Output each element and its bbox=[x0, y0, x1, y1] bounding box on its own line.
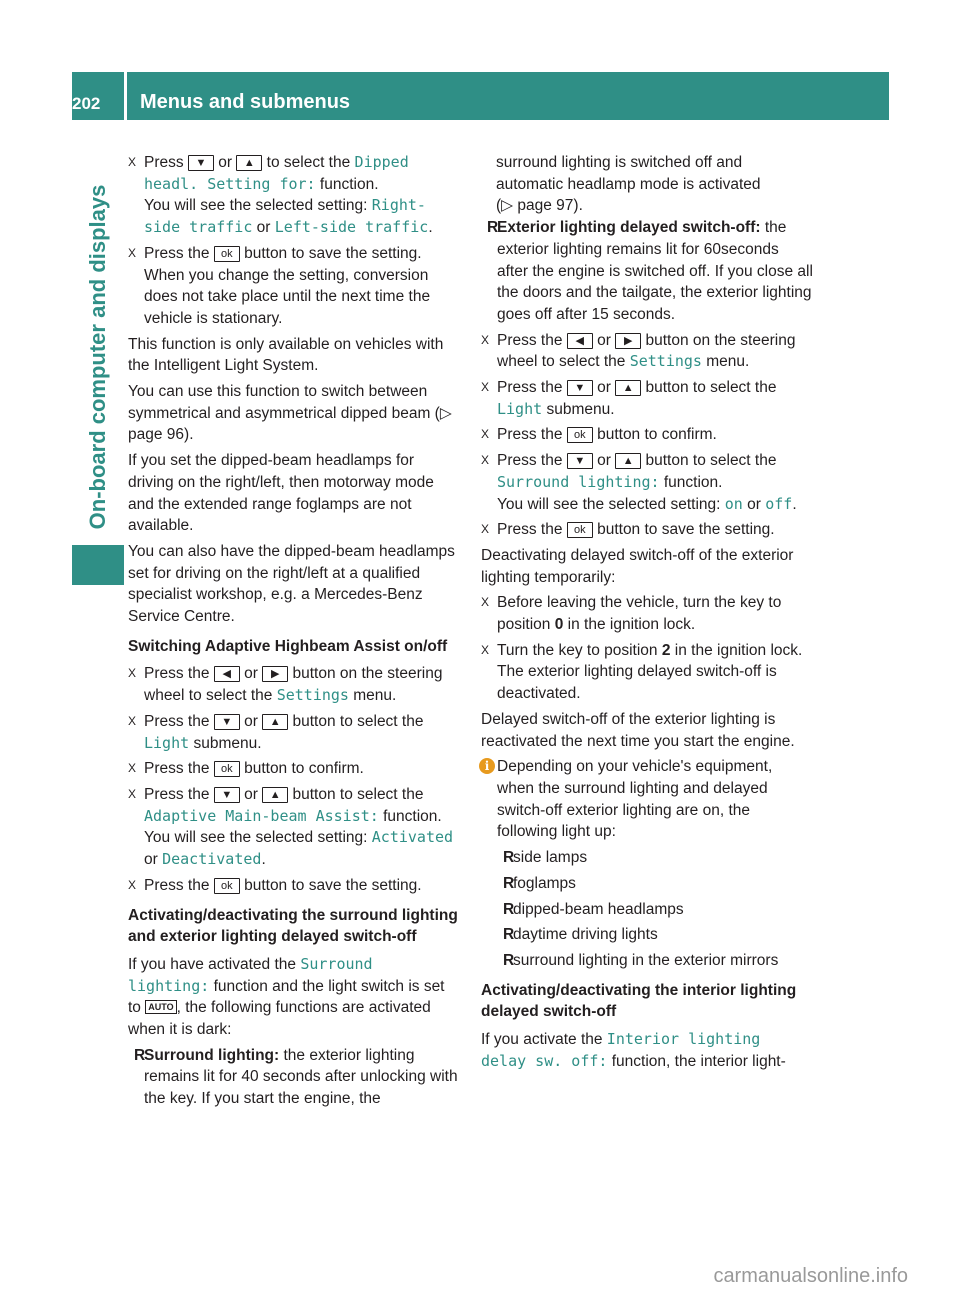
text: menu. bbox=[701, 353, 750, 371]
display-text: Light bbox=[144, 733, 190, 752]
display-text: Surround lighting: bbox=[497, 472, 660, 491]
paragraph bbox=[128, 381, 460, 446]
up-button-icon: ▲ bbox=[262, 787, 288, 803]
step-arrow-icon: X bbox=[128, 761, 137, 776]
text: or bbox=[213, 154, 237, 171]
page-ref: ▷ page 96). bbox=[128, 404, 452, 444]
step bbox=[128, 758, 460, 780]
page-ref: (▷ page 97). bbox=[496, 197, 583, 215]
paragraph bbox=[128, 954, 460, 1041]
text: You can use this function to switch between symmetrical and asymmetrical dipped beam ( bbox=[128, 383, 440, 422]
text: button to select the bbox=[641, 452, 777, 470]
paragraph: This function is only available on vehicles with the Intelligent Light System. bbox=[128, 335, 444, 375]
text: menu. bbox=[348, 687, 397, 705]
step bbox=[128, 152, 460, 239]
bullet-icon: R bbox=[503, 849, 515, 867]
bullet-icon: R bbox=[134, 1046, 146, 1064]
list-item bbox=[497, 873, 813, 895]
text: Before leaving the vehicle, turn the key to position bbox=[497, 594, 782, 634]
down-button-icon: ▼ bbox=[214, 787, 240, 803]
right-column bbox=[481, 152, 813, 1076]
text: or bbox=[742, 495, 766, 513]
text: Press the bbox=[144, 876, 214, 894]
text: The exterior lighting delayed switch-off is deactivated. bbox=[497, 663, 777, 703]
step-arrow-icon: X bbox=[128, 713, 137, 728]
page-title: Menus and submenus bbox=[140, 91, 351, 113]
left-column bbox=[128, 152, 460, 1114]
list-item bbox=[497, 950, 813, 972]
display-text: Dipped headl. Setting for: bbox=[144, 153, 409, 193]
text: Press the bbox=[497, 521, 567, 539]
text: function. bbox=[659, 473, 723, 491]
text: You will see the selected setting: bbox=[497, 495, 725, 513]
text: or bbox=[592, 331, 616, 349]
text: function, the interior light- bbox=[607, 1052, 786, 1070]
paragraph: Delayed switch-off of the exterior lighting is reactivated the next time you start the engine. bbox=[481, 710, 795, 750]
ok-button-icon: ok bbox=[214, 761, 240, 777]
ok-button-icon: ok bbox=[567, 427, 593, 443]
header-divider bbox=[124, 72, 127, 120]
text: If you have activated the bbox=[128, 955, 301, 973]
text: When you change the setting, conversion does not take place until the next time the vehicle is stationary. bbox=[144, 266, 431, 327]
display-text: Deactivated bbox=[162, 850, 262, 869]
step bbox=[481, 592, 813, 635]
list-item bbox=[497, 899, 813, 921]
text: Press the bbox=[497, 452, 567, 470]
step-arrow-icon: X bbox=[128, 666, 137, 681]
text: daytime driving lights bbox=[513, 926, 658, 944]
left-button-icon: ◀ bbox=[214, 666, 240, 682]
display-text: Surround lighting: bbox=[128, 954, 373, 995]
display-text: Settings bbox=[629, 352, 702, 371]
info-note bbox=[481, 756, 813, 843]
step bbox=[481, 519, 813, 541]
step-arrow-icon: X bbox=[128, 245, 137, 260]
step bbox=[481, 330, 813, 373]
ok-button-icon: ok bbox=[214, 878, 240, 894]
text: Press the bbox=[144, 244, 214, 262]
text: Press the bbox=[144, 760, 214, 778]
up-button-icon: ▲ bbox=[615, 453, 641, 469]
text: . bbox=[792, 495, 797, 513]
step bbox=[481, 450, 813, 515]
bullet-icon: R bbox=[503, 874, 515, 892]
text: . bbox=[261, 851, 266, 869]
key-position: 0 bbox=[554, 616, 564, 634]
watermark: carmanualsonline.info bbox=[713, 1265, 908, 1287]
text: button to save the setting. bbox=[592, 521, 775, 539]
text: Turn the key to position bbox=[497, 641, 662, 659]
ok-button-icon: ok bbox=[214, 246, 240, 262]
display-text: Settings bbox=[276, 686, 349, 705]
display-text: Left-side traffic bbox=[274, 218, 429, 237]
display-text: Adaptive Main-beam Assist: bbox=[144, 806, 379, 825]
up-button-icon: ▲ bbox=[236, 155, 262, 171]
up-button-icon: ▲ bbox=[615, 380, 641, 396]
bullet-icon: R bbox=[503, 900, 515, 918]
paragraph: You can also have the dipped-beam headlamps set for driving on the right/left at a qualified specialist workshop, e.g. a Mercedes-Benz Service Centre. bbox=[128, 542, 455, 626]
text: If you activate the bbox=[481, 1031, 607, 1049]
display-text: Right-side traffic bbox=[144, 196, 426, 237]
text: Press the bbox=[497, 331, 567, 349]
step-arrow-icon: X bbox=[481, 453, 490, 468]
info-icon: i bbox=[479, 758, 495, 774]
text: button on the steering wheel to select the bbox=[497, 331, 796, 371]
text: or bbox=[592, 379, 616, 397]
paragraph: Deactivating delayed switch-off of the exterior lighting temporarily: bbox=[481, 546, 794, 586]
text: function and the light switch is set to bbox=[128, 977, 445, 1017]
text: in the ignition lock. bbox=[563, 616, 696, 634]
step-arrow-icon: X bbox=[481, 427, 490, 442]
step bbox=[128, 663, 460, 706]
step bbox=[128, 784, 460, 871]
step-arrow-icon: X bbox=[481, 642, 490, 657]
text: You will see the selected setting: bbox=[144, 197, 372, 215]
list-item bbox=[497, 924, 813, 946]
paragraph bbox=[481, 1029, 813, 1072]
text: Press the bbox=[497, 426, 567, 444]
text: button to select the bbox=[288, 785, 424, 803]
text: function. bbox=[378, 807, 442, 825]
step-arrow-icon: X bbox=[481, 332, 490, 347]
bold-text: Surround lighting: bbox=[144, 1046, 280, 1064]
text: Press the bbox=[497, 379, 567, 397]
section-heading: Activating/deactivating the surround lighting and exterior lighting delayed switch-off bbox=[128, 906, 458, 946]
step bbox=[128, 711, 460, 754]
text: submenu. bbox=[189, 734, 262, 752]
down-button-icon: ▼ bbox=[567, 380, 593, 396]
right-button-icon: ▶ bbox=[615, 333, 641, 349]
text: or bbox=[144, 851, 163, 869]
list-item bbox=[497, 847, 813, 869]
text: or bbox=[252, 219, 275, 237]
text: surround lighting is switched off and automatic headlamp mode is activated bbox=[496, 154, 761, 193]
text: foglamps bbox=[513, 874, 576, 892]
display-text: Interior lighting delay sw. off: bbox=[481, 1030, 761, 1070]
step-arrow-icon: X bbox=[128, 786, 137, 801]
bullet-item bbox=[481, 217, 813, 326]
text: the exterior lighting remains lit for 40 seconds after unlocking with the key. If you start the engine, the bbox=[144, 1046, 458, 1108]
side-tab bbox=[72, 130, 124, 585]
step-arrow-icon: X bbox=[481, 380, 490, 395]
step-arrow-icon: X bbox=[128, 877, 137, 892]
text: surround lighting in the exterior mirrors bbox=[513, 951, 779, 969]
text: to select the bbox=[262, 154, 355, 171]
text: Press bbox=[144, 154, 188, 171]
step-arrow-icon: X bbox=[128, 155, 137, 169]
step bbox=[128, 875, 460, 897]
section-heading: Switching Adaptive Highbeam Assist on/off bbox=[128, 637, 448, 655]
text: side lamps bbox=[513, 849, 588, 867]
up-button-icon: ▲ bbox=[262, 714, 288, 730]
text: function. bbox=[315, 175, 379, 193]
paragraph: If you set the dipped-beam headlamps for driving on the right/left, then motorway mode and the extended range foglamps are not available. bbox=[128, 452, 434, 535]
step-arrow-icon: X bbox=[481, 522, 490, 537]
continued-text bbox=[481, 152, 813, 217]
text: button on the steering wheel to select the bbox=[144, 665, 443, 705]
step-arrow-icon: X bbox=[481, 595, 490, 610]
text: . bbox=[428, 219, 433, 237]
text: in the ignition lock. bbox=[670, 641, 803, 659]
text: Press the bbox=[144, 665, 214, 683]
text: button to save the setting. bbox=[239, 244, 422, 262]
display-text: Activated bbox=[371, 828, 454, 847]
step bbox=[481, 424, 813, 446]
display-text: off bbox=[765, 494, 793, 513]
text: button to select the bbox=[641, 379, 777, 397]
text: Press the bbox=[144, 785, 214, 803]
bullet-item bbox=[128, 1045, 460, 1110]
text: or bbox=[239, 785, 263, 803]
text: button to confirm. bbox=[239, 760, 364, 778]
display-text: on bbox=[724, 494, 743, 513]
down-button-icon: ▼ bbox=[214, 714, 240, 730]
right-button-icon: ▶ bbox=[262, 666, 288, 682]
chapter-marker bbox=[72, 545, 124, 585]
left-button-icon: ◀ bbox=[567, 333, 593, 349]
section-heading: Activating/deactivating the interior lighting delayed switch-off bbox=[481, 981, 797, 1021]
text: the exterior lighting remains lit for 60seconds after the engine is switched off. If you close all the doors and the tailgate, the exterior lighting goes off after 15 seconds. bbox=[497, 219, 813, 323]
step bbox=[128, 243, 460, 330]
key-position: 2 bbox=[661, 641, 671, 659]
bullet-icon: R bbox=[487, 219, 499, 237]
text: or bbox=[592, 452, 616, 470]
step bbox=[481, 640, 813, 705]
display-text: Light bbox=[497, 399, 543, 418]
text: button to save the setting. bbox=[239, 876, 422, 894]
auto-switch-icon: AUTO bbox=[145, 1000, 176, 1014]
down-button-icon: ▼ bbox=[188, 155, 214, 171]
text: submenu. bbox=[542, 400, 615, 418]
text: dipped-beam headlamps bbox=[513, 900, 684, 918]
bullet-icon: R bbox=[503, 926, 515, 944]
text: You will see the selected setting: bbox=[144, 829, 372, 847]
down-button-icon: ▼ bbox=[567, 453, 593, 469]
text: button to select the bbox=[288, 712, 424, 730]
page-number: 202 bbox=[72, 94, 101, 113]
bold-text: Exterior lighting delayed switch-off: bbox=[497, 219, 761, 237]
text: or bbox=[239, 712, 263, 730]
text: button to confirm. bbox=[592, 426, 717, 444]
chapter-label: On-board computer and displays bbox=[85, 184, 110, 530]
text: or bbox=[239, 665, 263, 683]
text: Depending on your vehicle's equipment, when the surround lighting and delayed switch-off exterior lighting are on, the following light up: bbox=[497, 758, 773, 841]
bullet-icon: R bbox=[503, 951, 515, 969]
text: Press the bbox=[144, 712, 214, 730]
ok-button-icon: ok bbox=[567, 522, 593, 538]
text: , the following functions are activated when it is dark: bbox=[128, 999, 431, 1039]
step bbox=[481, 377, 813, 420]
